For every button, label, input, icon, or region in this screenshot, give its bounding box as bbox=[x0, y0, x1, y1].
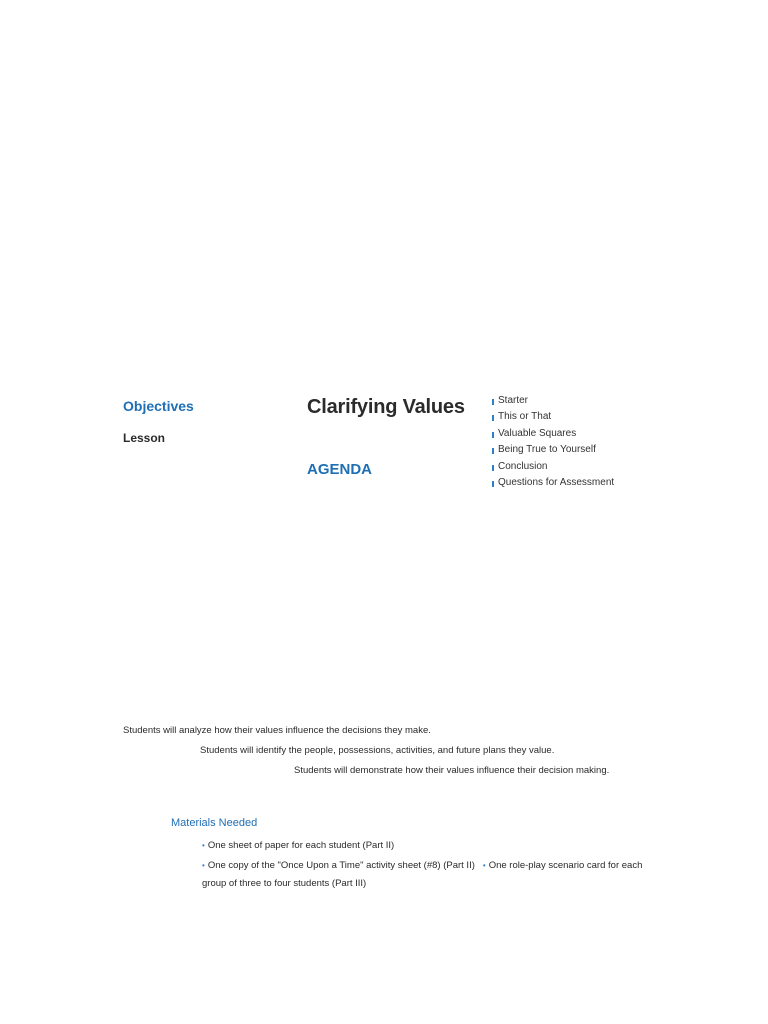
objective-line: Students will analyze how their values influence the decisions they make. bbox=[123, 725, 431, 736]
agenda-item-label: Being True to Yourself bbox=[498, 444, 596, 456]
page-title: Clarifying Values bbox=[307, 396, 465, 418]
materials-item bbox=[202, 840, 394, 851]
agenda-item-questions bbox=[492, 477, 614, 493]
objectives-heading: Objectives bbox=[123, 398, 194, 414]
bullet-icon bbox=[492, 432, 494, 438]
agenda-item-label: Valuable Squares bbox=[498, 427, 577, 439]
materials-heading: Materials Needed bbox=[171, 817, 258, 829]
agenda-item-valuable-squares bbox=[492, 428, 614, 444]
agenda-list bbox=[492, 395, 614, 493]
agenda-item-label: Conclusion bbox=[498, 460, 548, 472]
agenda-item-label: This or That bbox=[498, 411, 552, 423]
bullet-icon bbox=[492, 465, 494, 471]
agenda-item-label: Starter bbox=[498, 395, 529, 406]
lesson-label: Lesson bbox=[123, 431, 166, 445]
agenda-item-being-true bbox=[492, 444, 614, 460]
materials-item-continuation: group of three to four students (Part III) bbox=[202, 878, 367, 889]
agenda-item-label: Questions for Assessment bbox=[498, 476, 615, 488]
bullet-icon bbox=[492, 415, 494, 421]
bullet-icon bbox=[492, 448, 494, 454]
objective-line: Students will demonstrate how their values influence their decision making. bbox=[294, 765, 610, 776]
agenda-heading: AGENDA bbox=[307, 461, 373, 478]
objective-line: Students will identify the people, possessions, activities, and future plans they value. bbox=[200, 745, 555, 756]
agenda-item-this-or-that bbox=[492, 411, 614, 427]
materials-item-text: One sheet of paper for each student (Part II) bbox=[207, 840, 395, 851]
bullet-icon: • bbox=[482, 861, 486, 870]
bullet-icon: • bbox=[202, 861, 205, 870]
materials-item bbox=[202, 860, 642, 871]
bullet-icon bbox=[492, 399, 494, 405]
bullet-icon: • bbox=[202, 841, 205, 850]
bullet-icon bbox=[492, 481, 494, 487]
materials-item-text: One copy of the "Once Upon a Time" activity sheet (#8) (Part II) bbox=[207, 860, 475, 871]
materials-item-text: One role-play scenario card for each bbox=[488, 860, 643, 871]
agenda-item-conclusion bbox=[492, 461, 614, 477]
agenda-item-starter bbox=[492, 395, 614, 411]
